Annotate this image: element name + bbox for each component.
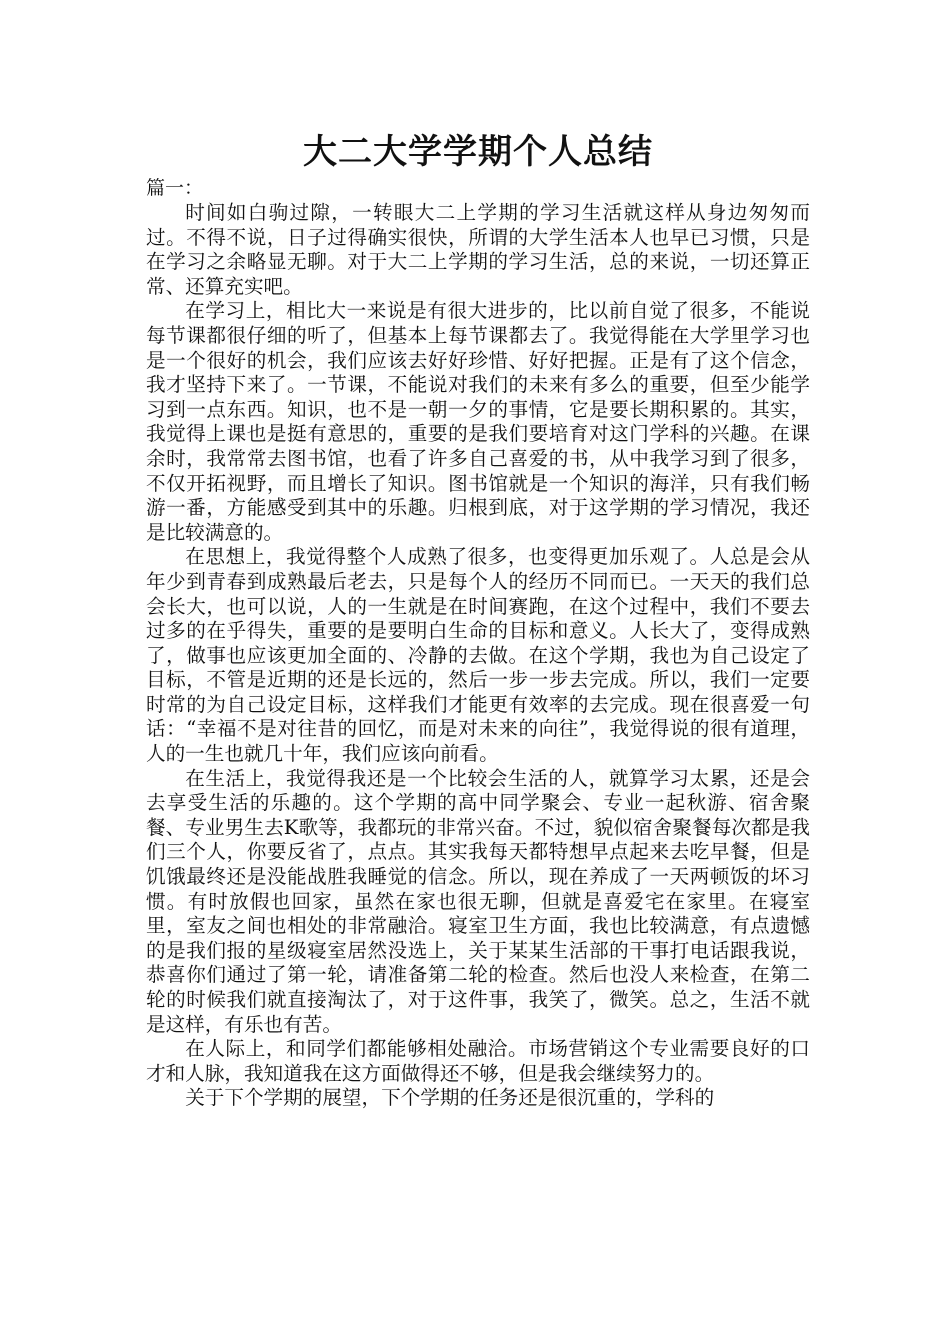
- section-label: 篇一：: [146, 177, 204, 199]
- paragraph-life: 在生活上，我觉得我还是一个比较会生活的人，就算学习太累，还是会去享受生活的乐趣的。这个学期的高中同学聚会、专业一起秋游、宿舍聚餐、专业男生去K歌等，我都玩的非常兴奋。不过，貌似宿舍聚餐每次都是我们三个人，你要反省了，点点。其实我每天都特想早点起来去吃早餐，但是饥饿最终还是没能战胜我睡觉的信念。所以，现在养成了一天两顿饭的坏习惯。有时放假也回家，虽然在家也很无聊，但就是喜爱宅在家里。在寝室里，室友之间也相处的非常融洽。寝室卫生方面，我也比较满意，有点遗憾的是我们报的星级寝室居然没选上，关于某某生活部的干事打电话跟我说，恭喜你们通过了第一轮，请准备第二轮的检查。然后也没人来检查，在第二轮的时候我们就直接淘汰了，对于这件事，我笑了，微笑。总之，生活不就是这样，有乐也有苦。: [146, 766, 810, 1036]
- paragraph-thought: 在思想上，我觉得整个人成熟了很多，也变得更加乐观了。人总是会从年少到青春到成熟最后老去，只是每个人的经历不同而已。一天天的我们总会长大，也可以说，人的一生就是在时间赛跑，在这个过程中，我们不要去过多的在乎得失，重要的是要明白生命的目标和意义。人长大了，变得成熟了，做事也应该更加全面的、冷静的去做。在这个学期，我也为自己设定了目标，不管是近期的还是长远的，然后一步一步去完成。所以，我们一定要时常的为自己设定目标，这样我们才能更有效率的去完成。现在很喜爱一句话：“幸福不是对往昔的回忆，而是对未来的向往”，我觉得说的很有道理，人的一生也就几十年，我们应该向前看。: [146, 545, 810, 766]
- document-title: 大二大学学期个人总结: [303, 132, 653, 172]
- paragraph-study: 在学习上，相比大一来说是有很大进步的，比以前自觉了很多，不能说每节课都很仔细的听了，但基本上每节课都去了。我觉得能在大学里学习也是一个很好的机会，我们应该去好好珍惜、好好把握。正是有了这个信念，我才坚持下来了。一节课，不能说对我们的未来有多么的重要，但至少能学习到一点东西。知识，也不是一朝一夕的事情，它是要长期积累的。其实，我觉得上课也是挺有意思的，重要的是我们要培育对这门学科的兴趣。在课余时，我常常去图书馆，也看了许多自己喜爱的书，从中我学习到了很多，不仅开拓视野，而且增长了知识。图书馆就是一个知识的海洋，只有我们畅游一番，方能感受到其中的乐趣。归根到底，对于这学期的学习情况，我还是比较满意的。: [146, 299, 810, 544]
- paragraph-outlook: 关于下个学期的展望，下个学期的任务还是很沉重的，学科的: [185, 1086, 715, 1110]
- document-page: [146, 128, 810, 1111]
- paragraph-relationships: 在人际上，和同学们都能够相处融洽。市场营销这个专业需要良好的口才和人脉，我知道我在这方面做得还不够，但是我会继续努力的。: [146, 1037, 810, 1085]
- paragraph-intro: 时间如白驹过隙，一转眼大二上学期的学习生活就这样从身边匆匆而过。不得不说，日子过得确实很快，所谓的大学生活本人也早已习惯，只是在学习之余略显无聊。对于大二上学期的学习生活，总的来说，一切还算正常、还算充实吧。: [146, 201, 810, 298]
